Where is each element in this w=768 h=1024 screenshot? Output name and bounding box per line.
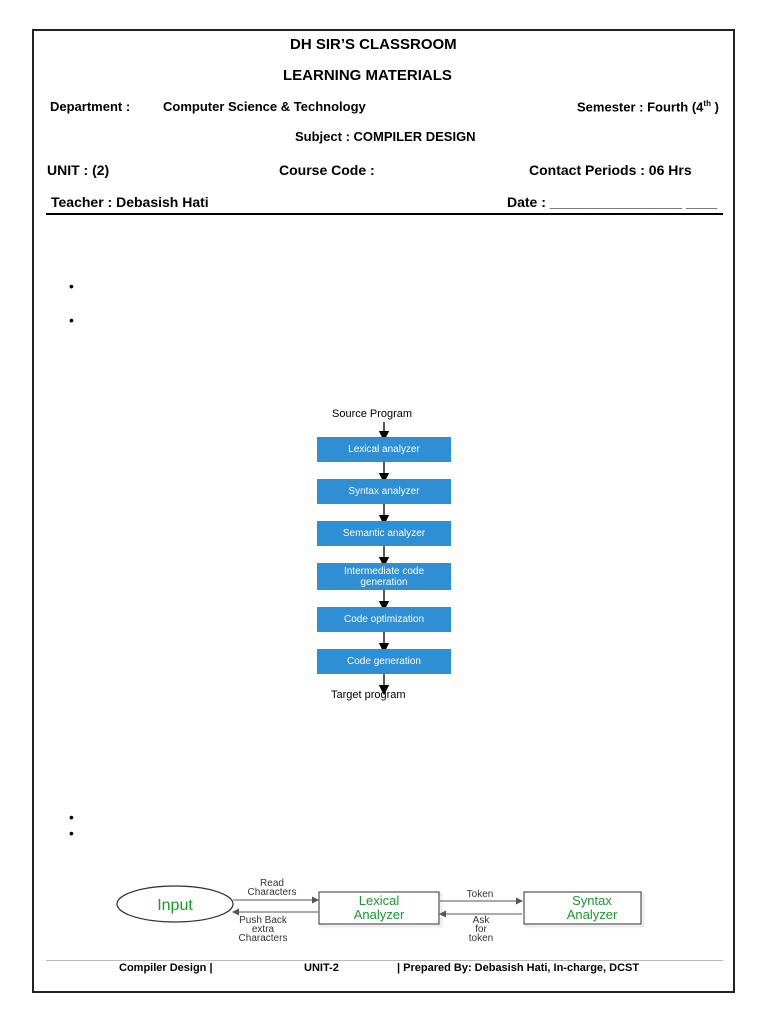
page-subtitle: LEARNING MATERIALS <box>283 67 452 84</box>
bullet: • <box>69 278 74 294</box>
phase-code-optimization: Code optimization <box>317 607 451 632</box>
footer-middle: UNIT-2 <box>304 962 339 974</box>
syntax-analyzer-label: Analyzer <box>566 907 618 922</box>
unit: UNIT : (2) <box>47 162 110 178</box>
read-characters-label: Read <box>260 878 284 889</box>
contact-periods: Contact Periods : 06 Hrs <box>529 162 692 178</box>
phase-syntax-analyzer: Syntax analyzer <box>317 479 451 504</box>
ask-token-label: for <box>475 924 487 935</box>
push-back-label: Characters <box>238 933 288 944</box>
footer-right: | Prepared By: Debasish Hati, In-charge, DCST <box>397 962 640 974</box>
token-label: Token <box>466 889 494 900</box>
phase-code-generation: Code generation <box>317 649 451 674</box>
syntax-analyzer-label: Syntax <box>572 893 612 908</box>
phase-intermediate-code: Intermediate code generation <box>317 563 451 590</box>
bullet: • <box>69 312 74 328</box>
footer-left: Compiler Design | <box>119 962 213 974</box>
flow-source-label: Source Program <box>332 408 413 420</box>
ask-token-label: token <box>468 933 494 944</box>
read-characters-label: Characters <box>247 887 297 898</box>
lexical-analyzer-label: Analyzer <box>353 907 405 922</box>
course-code: Course Code : <box>279 162 375 178</box>
department-label: Department : <box>50 99 131 114</box>
department-value: Computer Science & Technology <box>163 99 366 114</box>
input-label: Input <box>157 897 193 914</box>
push-back-label: extra <box>251 924 275 935</box>
bullet: • <box>69 825 74 841</box>
page-title: DH SIR’S CLASSROOM <box>290 36 457 53</box>
teacher: Teacher : Debasish Hati <box>51 194 209 210</box>
subject: Subject : COMPILER DESIGN <box>295 129 476 144</box>
push-back-label: Push Back <box>239 915 287 926</box>
semester: Semester : Fourth (4th ) <box>577 99 719 115</box>
bullet: • <box>69 809 74 825</box>
phase-semantic-analyzer: Semantic analyzer <box>317 521 451 546</box>
date-field: Date : _________________ ____ <box>507 194 718 210</box>
ask-token-label: Ask <box>472 915 490 926</box>
lexical-analyzer-label: Lexical <box>358 893 400 908</box>
phase-lexical-analyzer: Lexical analyzer <box>317 437 451 462</box>
footer-rule <box>46 960 723 961</box>
flow-target-label: Target program <box>331 689 406 701</box>
